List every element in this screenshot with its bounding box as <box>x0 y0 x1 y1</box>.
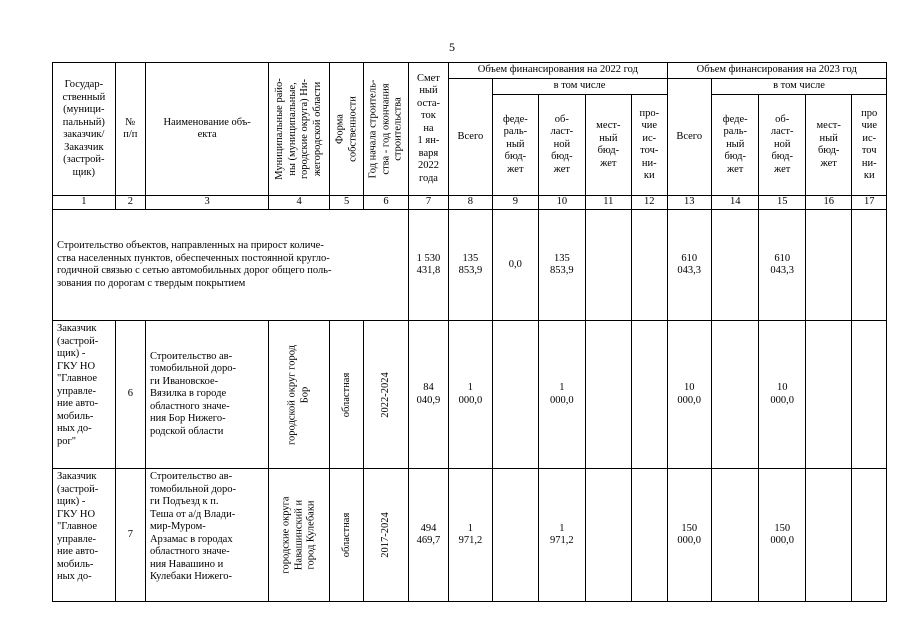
col-num-12: 12 <box>632 196 667 210</box>
row-other-2022 <box>632 469 667 602</box>
header-total-2023: Всего <box>667 79 711 196</box>
col-num-15: 15 <box>759 196 805 210</box>
header-federal-2023: феде- раль- ный бюд- жет <box>711 95 759 196</box>
header-total-2022: Всего <box>449 79 492 196</box>
row-years <box>364 469 408 602</box>
header-estimate: Смет ный оста- ток на 1 ян- варя 2022 года <box>408 63 448 196</box>
row-regional-2023: 150 000,0 <box>759 469 805 602</box>
row-object-name: Строительство ав- томобильной доро- ги Ивановское- Вязилка в городе областного значе- ния Бор Нижего- родской области <box>145 321 268 469</box>
header-object-name-text: Наименование объ- екта <box>163 116 251 140</box>
row-total-2022: 1 000,0 <box>449 321 492 469</box>
row-ownership-text: областная <box>340 512 352 558</box>
row-ownership <box>329 321 363 469</box>
row-object-name: Строительство ав- томобильной доро- ги Подъезд к п. Теша от а/д Влади- мир-Муром- Арзамас в городах областного значе- ния Навашино и Кулебаки Нижего- <box>145 469 268 602</box>
header-district <box>269 63 330 196</box>
section-row <box>53 210 887 321</box>
col-num-5: 5 <box>329 196 363 210</box>
investment-program-table <box>52 62 887 602</box>
row-other-2023 <box>852 469 887 602</box>
row-federal-2022 <box>492 321 538 469</box>
row-district <box>269 469 330 602</box>
col-num-8: 8 <box>449 196 492 210</box>
section-title: Строительство объектов, направленных на прирост количе- ства населенных пунктов, обеспеченных постоянной кругло- годичной связью с сетью автомобильных дорог общего поль- зования по дорогам с твердым покрытием <box>53 210 409 321</box>
col-num-9: 9 <box>492 196 538 210</box>
header-other-2022: про- чие ис- точ- ни- ки <box>632 95 667 196</box>
header-including-2022: в том числе <box>492 79 667 95</box>
row-regional-2022: 1 971,2 <box>539 469 585 602</box>
header-num: № п/п <box>115 63 145 196</box>
row-other-2023 <box>852 321 887 469</box>
header-object-name <box>145 63 268 196</box>
col-num-11: 11 <box>585 196 631 210</box>
row-local-2022 <box>585 469 631 602</box>
section-local-2023 <box>805 210 851 321</box>
col-num-16: 16 <box>805 196 851 210</box>
header-ownership-text: Форма собственности <box>334 96 358 162</box>
header-local-2022: мест- ный бюд- жет <box>585 95 631 196</box>
header-regional-2023: об- ласт- ной бюд- жет <box>759 95 805 196</box>
row-federal-2023 <box>711 321 759 469</box>
col-num-1: 1 <box>53 196 116 210</box>
row-regional-2022: 1 000,0 <box>539 321 585 469</box>
section-estimate: 1 530 431,8 <box>408 210 448 321</box>
row-num: 7 <box>115 469 145 602</box>
page-number: 5 <box>449 40 455 54</box>
row-local-2022 <box>585 321 631 469</box>
section-total-2022: 135 853,9 <box>449 210 492 321</box>
section-local-2022 <box>585 210 631 321</box>
row-customer: Заказчик (застрой- щик) - ГКУ НО "Главное управле- ние авто- мобиль- ных до- <box>53 469 116 602</box>
col-num-13: 13 <box>667 196 711 210</box>
section-other-2023 <box>852 210 887 321</box>
row-years-text: 2017-2024 <box>379 512 391 558</box>
header-years-text: Год начала строитель- ства - год окончания строительства <box>367 79 404 179</box>
header-including-2023: в том числе <box>711 79 886 95</box>
header-row-1 <box>53 63 887 79</box>
header-other-2023: про чие ис- точ ни- ки <box>852 95 887 196</box>
row-num: 6 <box>115 321 145 469</box>
row-total-2022: 1 971,2 <box>449 469 492 602</box>
row-total-2023: 150 000,0 <box>667 469 711 602</box>
header-federal-2022: феде- раль- ный бюд- жет <box>492 95 538 196</box>
table-row <box>53 469 887 602</box>
section-other-2022 <box>632 210 667 321</box>
section-total-2023: 610 043,3 <box>667 210 711 321</box>
row-local-2023 <box>805 469 851 602</box>
col-num-10: 10 <box>539 196 585 210</box>
section-regional-2023: 610 043,3 <box>759 210 805 321</box>
row-district-text: городские округа Навашинский и город Кулебаки <box>280 496 317 574</box>
header-district-text: Муниципальные райо- ны (муниципальные, городские округа) Ни- жегородской области <box>274 78 323 180</box>
row-ownership-text: областная <box>340 372 352 417</box>
col-num-3: 3 <box>145 196 268 210</box>
header-fin-2023: Объем финансирования на 2023 год <box>667 63 887 79</box>
row-years-text: 2022-2024 <box>379 371 391 418</box>
row-district-text: городской округ город Бор <box>286 344 311 445</box>
header-years <box>364 63 408 196</box>
header-ownership <box>329 63 363 196</box>
row-total-2023: 10 000,0 <box>667 321 711 469</box>
row-estimate: 494 469,7 <box>408 469 448 602</box>
header-local-2023: мест- ный бюд- жет <box>805 95 851 196</box>
col-num-17: 17 <box>852 196 887 210</box>
header-customer: Государ- ственный (муници- пальный) заказчик/ Заказчик (застрой- щик) <box>53 63 116 196</box>
col-num-7: 7 <box>408 196 448 210</box>
row-customer: Заказчик (застрой- щик) - ГКУ НО "Главное управле- ние авто- мобиль- ных до- рог" <box>53 321 116 469</box>
section-federal-2022: 0,0 <box>492 210 538 321</box>
row-years <box>364 321 408 469</box>
section-regional-2022: 135 853,9 <box>539 210 585 321</box>
header-fin-2022: Объем финансирования на 2022 год <box>449 63 667 79</box>
row-other-2022 <box>632 321 667 469</box>
row-district <box>269 321 330 469</box>
col-num-4: 4 <box>269 196 330 210</box>
col-num-2: 2 <box>115 196 145 210</box>
col-num-6: 6 <box>364 196 408 210</box>
row-federal-2022 <box>492 469 538 602</box>
column-number-row <box>53 196 887 210</box>
row-ownership <box>329 469 363 602</box>
row-federal-2023 <box>711 469 759 602</box>
row-regional-2023: 10 000,0 <box>759 321 805 469</box>
row-estimate: 84 040,9 <box>408 321 448 469</box>
header-regional-2022: об- ласт- ной бюд- жет <box>539 95 585 196</box>
row-local-2023 <box>805 321 851 469</box>
table-row <box>53 321 887 469</box>
col-num-14: 14 <box>711 196 759 210</box>
section-federal-2023 <box>711 210 759 321</box>
